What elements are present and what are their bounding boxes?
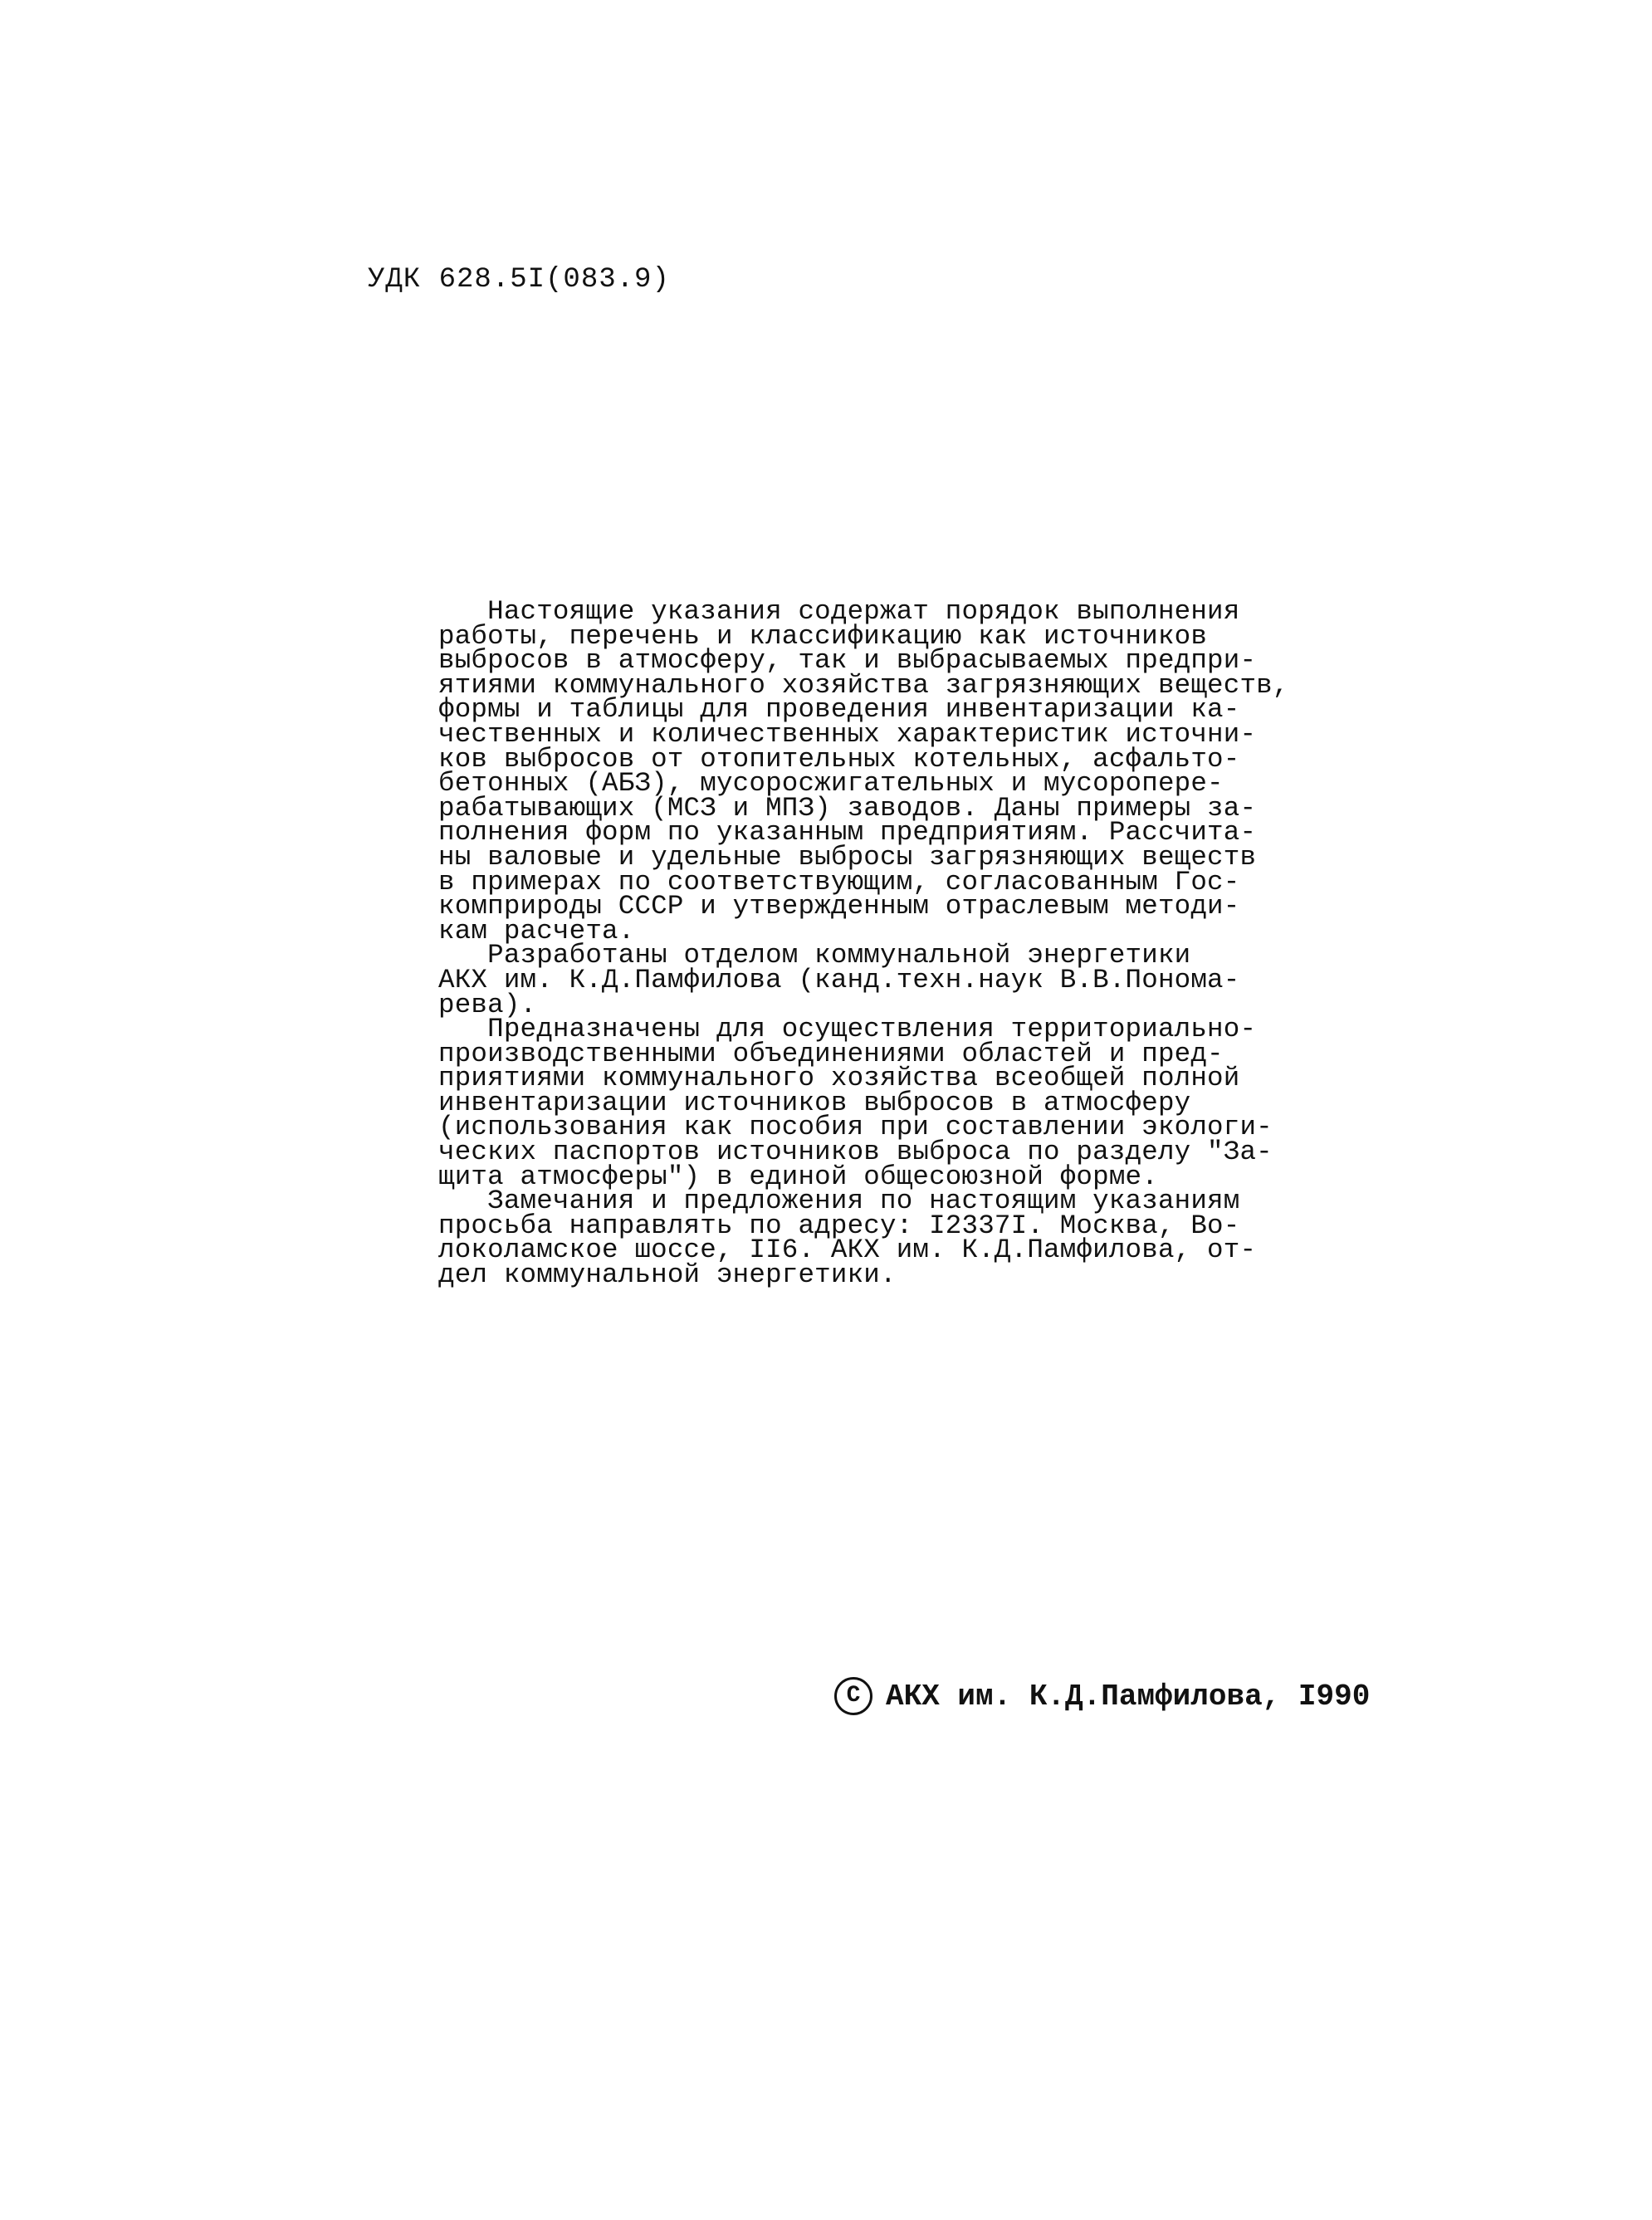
abstract-line: Разработаны отделом коммунальной энергетики	[438, 940, 1191, 971]
abstract-line: кам расчета.	[438, 915, 635, 946]
abstract-line: ны валовые и удельные выбросы загрязняющих веществ	[438, 841, 1257, 873]
copyright-icon: C	[834, 1677, 872, 1715]
abstract-line: ятиями коммунального хозяйства загрязняющих веществ,	[438, 669, 1289, 701]
abstract-line: ков выбросов от отопительных котельных, асфальто-	[438, 743, 1240, 775]
abstract-line: АКХ им. К.Д.Памфилова (канд.техн.наук В.В.Понома-	[438, 964, 1240, 995]
abstract-line: комприроды СССР и утвержденным отраслевым методи-	[438, 891, 1240, 922]
copyright-text: АКХ им. К.Д.Памфилова, I990	[886, 1679, 1371, 1714]
abstract-line: приятиями коммунального хозяйства всеобщей полной	[438, 1063, 1240, 1094]
abstract-line: чественных и количественных характеристик источни-	[438, 718, 1257, 750]
abstract-line: в примерах по соответствующим, согласованным Гос-	[438, 866, 1240, 897]
abstract-line: Замечания и предложения по настоящим указаниям	[438, 1186, 1240, 1217]
abstract-line: Настоящие указания содержат порядок выполнения	[438, 596, 1240, 627]
abstract-line: щита атмосферы") в единой общесоюзной форме.	[438, 1161, 1158, 1192]
abstract-line: (использования как пособия при составлении экологи-	[438, 1112, 1273, 1143]
abstract-line: полнения форм по указанным предприятиям. Рассчита-	[438, 817, 1257, 848]
abstract-line: локоламское шоссе, II6. АКХ им. К.Д.Памфилова, от-	[438, 1235, 1257, 1266]
abstract-line: рева).	[438, 989, 537, 1020]
abstract-line: Предназначены для осуществления территориально-	[438, 1014, 1257, 1045]
abstract-line: выбросов в атмосферу, так и выбрасываемых предпри-	[438, 645, 1257, 677]
abstract-line: дел коммунальной энергетики.	[438, 1259, 897, 1291]
abstract-line: рабатывающих (МСЗ и МПЗ) заводов. Даны примеры за-	[438, 792, 1257, 824]
abstract-line: производственными объединениями областей и пред-	[438, 1038, 1224, 1069]
abstract-line: инвентаризации источников выбросов в атмосферу	[438, 1087, 1191, 1118]
abstract-line: бетонных (АБЗ), мусоросжигательных и мусоропере-	[438, 768, 1224, 799]
copyright-line	[834, 1677, 1370, 1715]
abstract-line: формы и таблицы для проведения инвентаризации ка-	[438, 694, 1240, 726]
udk-code: УДК 628.5I(083.9)	[368, 264, 670, 296]
abstract-line: работы, перечень и классификацию как источников	[438, 620, 1208, 652]
abstract-line: ческих паспортов источников выброса по разделу "За-	[438, 1137, 1273, 1168]
abstract-text	[438, 596, 1335, 1291]
abstract-line: просьба направлять по адресу: I2337I. Москва, Во-	[438, 1210, 1240, 1241]
